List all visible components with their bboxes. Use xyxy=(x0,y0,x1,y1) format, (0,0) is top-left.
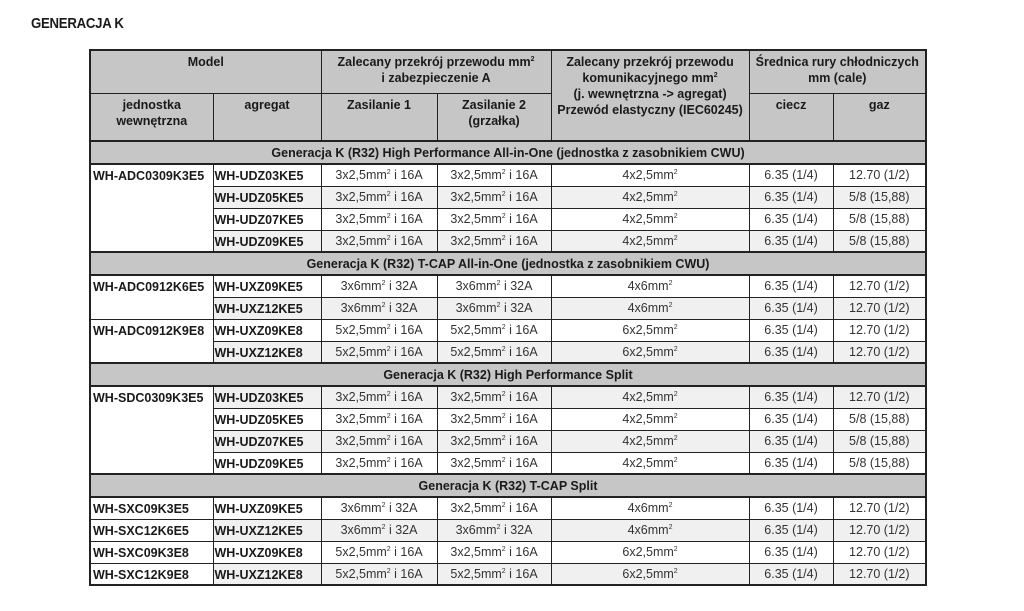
superscript: 2 xyxy=(673,456,678,464)
wire-size: 6x2,5mm xyxy=(622,545,674,559)
supply1-value xyxy=(321,430,437,452)
fuse-rating: i 16A xyxy=(505,390,538,405)
supply1-value xyxy=(321,319,437,341)
wire-size: 5x2,5mm xyxy=(450,566,502,581)
header-indoor-line2: wewnętrzna xyxy=(116,113,188,128)
supply1-value xyxy=(321,164,437,186)
wire-size: 4x2,5mm xyxy=(622,190,674,204)
header-power-wire-line2: i zabezpieczenie A xyxy=(381,71,491,85)
gas-pipe-value: 12.70 (1/2) xyxy=(833,319,926,341)
table-row xyxy=(90,497,926,519)
supply2-value xyxy=(437,563,551,585)
wire-size: 3x2,5mm xyxy=(450,390,502,405)
wire-size: 3x6mm xyxy=(455,523,497,537)
liquid-pipe-value: 6.35 (1/4) xyxy=(749,497,833,519)
supply1-value xyxy=(321,275,437,297)
comm-wire-value xyxy=(551,275,749,297)
superscript: 2 xyxy=(673,169,678,177)
supply2-value xyxy=(437,430,551,452)
liquid-pipe-value: 6.35 (1/4) xyxy=(749,341,833,363)
supply1-value xyxy=(321,230,437,252)
fuse-rating: i 16A xyxy=(505,212,538,226)
superscript: 2 xyxy=(501,567,506,575)
supply2-value xyxy=(437,275,551,297)
wire-size: 3x2,5mm xyxy=(450,434,502,448)
outdoor-unit-model: WH-UXZ09KE5 xyxy=(213,275,321,297)
superscript: 2 xyxy=(386,391,391,399)
supply1-value xyxy=(321,208,437,230)
gas-pipe-value: 5/8 (15,88) xyxy=(833,430,926,452)
header-indoor-unit xyxy=(90,93,213,141)
superscript: 2 xyxy=(501,169,506,177)
supply1-value xyxy=(321,541,437,563)
fuse-rating: i 16A xyxy=(505,412,538,426)
wire-size: 3x2,5mm xyxy=(335,190,387,204)
header-power-wire xyxy=(321,50,551,93)
superscript: 2 xyxy=(668,280,673,288)
header-model: Model xyxy=(90,50,321,93)
superscript: 2 xyxy=(386,324,391,331)
header-liquid: ciecz xyxy=(749,93,833,141)
outdoor-unit-model: WH-UDZ09KE5 xyxy=(213,230,321,252)
liquid-pipe-value: 6.35 (1/4) xyxy=(749,452,833,474)
document-title: GENERACJA K xyxy=(31,15,124,32)
section-header-row xyxy=(90,363,926,386)
header-supply-2 xyxy=(437,93,551,141)
superscript: 2 xyxy=(501,413,506,420)
header-pipe-line1: Średnica rury chłodniczych xyxy=(755,55,919,69)
wire-size: 4x2,5mm xyxy=(622,434,674,448)
table-row xyxy=(90,341,926,363)
section-title: Generacja K (R32) T-CAP Split xyxy=(90,474,926,497)
gas-pipe-value: 12.70 (1/2) xyxy=(833,341,926,363)
superscript: 2 xyxy=(673,546,678,553)
comm-wire-value xyxy=(551,541,749,563)
outdoor-unit-model: WH-UDZ05KE5 xyxy=(213,408,321,430)
superscript: 2 xyxy=(386,435,391,442)
wire-size: 5x2,5mm xyxy=(450,323,502,337)
superscript: 2 xyxy=(501,391,506,399)
superscript: 2 xyxy=(386,191,391,198)
outdoor-unit-model: WH-UXZ12KE8 xyxy=(213,341,321,363)
supply2-value xyxy=(437,541,551,563)
fuse-rating: i 32A xyxy=(385,279,418,294)
superscript: 2 xyxy=(496,302,501,309)
header-outdoor-unit: agregat xyxy=(213,93,321,141)
header-pipe-line2: mm (cale) xyxy=(808,71,867,85)
superscript: 2 xyxy=(386,345,391,353)
fuse-rating: i 16A xyxy=(505,545,538,559)
superscript: 2 xyxy=(386,169,391,177)
wire-size: 4x6mm xyxy=(627,279,669,294)
supply2-value xyxy=(437,319,551,341)
superscript: 2 xyxy=(501,345,506,353)
supply2-value xyxy=(437,386,551,408)
wire-size: 3x2,5mm xyxy=(335,212,387,226)
fuse-rating: i 16A xyxy=(505,344,538,359)
fuse-rating: i 16A xyxy=(505,323,538,337)
gas-pipe-value: 12.70 (1/2) xyxy=(833,297,926,319)
liquid-pipe-value: 6.35 (1/4) xyxy=(749,430,833,452)
outdoor-unit-model: WH-UXZ12KE5 xyxy=(213,519,321,541)
comm-wire-value xyxy=(551,430,749,452)
supply1-value xyxy=(321,497,437,519)
supply2-value xyxy=(437,208,551,230)
wire-size: 4x2,5mm xyxy=(622,412,674,426)
comm-wire-value xyxy=(551,341,749,363)
header-comm-wire-line2: komunikacyjnego mm xyxy=(582,71,714,85)
fuse-rating: i 16A xyxy=(390,212,423,226)
supply2-value xyxy=(437,186,551,208)
indoor-unit-model: WH-SDC0309K3E5 xyxy=(90,386,213,474)
supply2-value xyxy=(437,452,551,474)
superscript: 2 xyxy=(673,567,678,575)
supply1-value xyxy=(321,186,437,208)
section-title: Generacja K (R32) High Performance All-in-One (jednostka z zasobnikiem CWU) xyxy=(90,141,926,164)
outdoor-unit-model: WH-UDZ03KE5 xyxy=(213,386,321,408)
fuse-rating: i 16A xyxy=(505,434,538,448)
comm-wire-value xyxy=(551,186,749,208)
outdoor-unit-model: WH-UXZ12KE5 xyxy=(213,297,321,319)
liquid-pipe-value: 6.35 (1/4) xyxy=(749,319,833,341)
superscript: 2 xyxy=(381,502,386,510)
superscript: 2 xyxy=(386,546,391,553)
wire-size: 5x2,5mm xyxy=(450,344,502,359)
table-row xyxy=(90,164,926,186)
superscript: 2 xyxy=(496,524,501,531)
header-comm-wire-line3: (j. wewnętrzna -> agregat) xyxy=(573,87,727,101)
superscript: 2 xyxy=(673,435,678,442)
fuse-rating: i 16A xyxy=(390,434,423,448)
wire-size: 3x2,5mm xyxy=(335,434,387,448)
header-indoor-line1: jednostka xyxy=(122,97,181,112)
fuse-rating: i 16A xyxy=(390,455,423,470)
indoor-unit-model: WH-SXC09K3E8 xyxy=(90,541,213,563)
gas-pipe-value: 12.70 (1/2) xyxy=(833,519,926,541)
liquid-pipe-value: 6.35 (1/4) xyxy=(749,519,833,541)
liquid-pipe-value: 6.35 (1/4) xyxy=(749,408,833,430)
section-header-row xyxy=(90,474,926,497)
wiring-spec-table xyxy=(89,49,927,586)
outdoor-unit-model: WH-UXZ12KE8 xyxy=(213,563,321,585)
table-row xyxy=(90,208,926,230)
liquid-pipe-value: 6.35 (1/4) xyxy=(749,541,833,563)
gas-pipe-value: 12.70 (1/2) xyxy=(833,386,926,408)
superscript: 2 xyxy=(668,302,673,309)
fuse-rating: i 16A xyxy=(390,190,423,204)
table-row xyxy=(90,297,926,319)
comm-wire-value xyxy=(551,408,749,430)
supply1-value xyxy=(321,408,437,430)
wire-size: 3x2,5mm xyxy=(335,233,387,248)
wire-size: 4x6mm xyxy=(627,523,669,537)
superscript: 2 xyxy=(386,213,391,220)
outdoor-unit-model: WH-UDZ03KE5 xyxy=(213,164,321,186)
superscript: 2 xyxy=(713,72,718,79)
wire-size: 4x2,5mm xyxy=(622,233,674,248)
liquid-pipe-value: 6.35 (1/4) xyxy=(749,186,833,208)
wire-size: 4x6mm xyxy=(627,301,669,315)
table-row xyxy=(90,519,926,541)
header-supply-1: Zasilanie 1 xyxy=(321,93,437,141)
wire-size: 3x2,5mm xyxy=(450,412,502,426)
superscript: 2 xyxy=(381,524,386,531)
wire-size: 4x2,5mm xyxy=(622,390,674,405)
supply2-value xyxy=(437,497,551,519)
wire-size: 3x2,5mm xyxy=(450,233,502,248)
supply2-value xyxy=(437,519,551,541)
fuse-rating: i 16A xyxy=(390,390,423,405)
outdoor-unit-model: WH-UDZ09KE5 xyxy=(213,452,321,474)
gas-pipe-value: 5/8 (15,88) xyxy=(833,452,926,474)
superscript: 2 xyxy=(501,191,506,198)
header-comm-wire-line1: Zalecany przekrój przewodu xyxy=(566,55,734,69)
superscript: 2 xyxy=(673,324,678,331)
wire-size: 4x2,5mm xyxy=(622,455,674,470)
outdoor-unit-model: WH-UDZ07KE5 xyxy=(213,430,321,452)
gas-pipe-value: 5/8 (15,88) xyxy=(833,208,926,230)
header-power-wire-line1: Zalecany przekrój przewodu mm xyxy=(337,55,531,69)
outdoor-unit-model: WH-UXZ09KE8 xyxy=(213,319,321,341)
indoor-unit-model: WH-ADC0309K3E5 xyxy=(90,164,213,252)
superscript: 2 xyxy=(673,191,678,198)
table-row xyxy=(90,275,926,297)
comm-wire-value xyxy=(551,208,749,230)
superscript: 2 xyxy=(673,213,678,220)
gas-pipe-value: 5/8 (15,88) xyxy=(833,186,926,208)
header-pipe-diameter xyxy=(749,50,926,93)
comm-wire-value xyxy=(551,563,749,585)
supply1-value xyxy=(321,563,437,585)
fuse-rating: i 32A xyxy=(500,301,533,315)
superscript: 2 xyxy=(673,391,678,399)
fuse-rating: i 16A xyxy=(390,323,423,337)
comm-wire-value xyxy=(551,297,749,319)
wire-size: 3x6mm xyxy=(455,301,497,315)
comm-wire-value xyxy=(551,230,749,252)
gas-pipe-value: 5/8 (15,88) xyxy=(833,230,926,252)
wire-size: 3x2,5mm xyxy=(335,412,387,426)
indoor-unit-model: WH-SXC12K6E5 xyxy=(90,519,213,541)
outdoor-unit-model: WH-UXZ09KE8 xyxy=(213,541,321,563)
wire-size: 5x2,5mm xyxy=(335,344,387,359)
supply2-value xyxy=(437,297,551,319)
superscript: 2 xyxy=(386,234,391,242)
liquid-pipe-value: 6.35 (1/4) xyxy=(749,230,833,252)
wire-size: 3x6mm xyxy=(340,301,382,315)
wire-size: 3x2,5mm xyxy=(335,455,387,470)
comm-wire-value xyxy=(551,519,749,541)
gas-pipe-value: 12.70 (1/2) xyxy=(833,164,926,186)
gas-pipe-value: 12.70 (1/2) xyxy=(833,563,926,585)
superscript: 2 xyxy=(381,302,386,309)
superscript: 2 xyxy=(381,280,386,288)
gas-pipe-value: 5/8 (15,88) xyxy=(833,408,926,430)
wire-size: 3x2,5mm xyxy=(335,390,387,405)
supply2-value xyxy=(437,230,551,252)
wire-size: 6x2,5mm xyxy=(622,323,674,337)
supply1-value xyxy=(321,519,437,541)
fuse-rating: i 32A xyxy=(385,301,418,315)
liquid-pipe-value: 6.35 (1/4) xyxy=(749,275,833,297)
table-row xyxy=(90,430,926,452)
superscript: 2 xyxy=(386,413,391,420)
superscript: 2 xyxy=(668,524,673,531)
outdoor-unit-model: WH-UDZ07KE5 xyxy=(213,208,321,230)
fuse-rating: i 16A xyxy=(390,566,423,581)
indoor-unit-model: WH-ADC0912K6E5 xyxy=(90,275,213,319)
wire-size: 3x6mm xyxy=(340,501,382,516)
table-body xyxy=(90,141,926,585)
wire-size: 6x2,5mm xyxy=(622,344,674,359)
gas-pipe-value: 12.70 (1/2) xyxy=(833,497,926,519)
comm-wire-value xyxy=(551,452,749,474)
superscript: 2 xyxy=(673,234,678,242)
fuse-rating: i 16A xyxy=(505,190,538,204)
fuse-rating: i 16A xyxy=(390,545,423,559)
wire-size: 3x2,5mm xyxy=(450,545,502,559)
section-title: Generacja K (R32) T-CAP All-in-One (jednostka z zasobnikiem CWU) xyxy=(90,252,926,275)
section-title: Generacja K (R32) High Performance Split xyxy=(90,363,926,386)
table-row xyxy=(90,408,926,430)
liquid-pipe-value: 6.35 (1/4) xyxy=(749,208,833,230)
liquid-pipe-value: 6.35 (1/4) xyxy=(749,563,833,585)
wire-size: 3x6mm xyxy=(340,523,382,537)
supply2-value xyxy=(437,341,551,363)
superscript: 2 xyxy=(386,567,391,575)
wire-size: 3x6mm xyxy=(455,279,497,294)
supply1-value xyxy=(321,452,437,474)
fuse-rating: i 32A xyxy=(500,279,533,294)
fuse-rating: i 16A xyxy=(505,168,538,183)
wire-size: 3x2,5mm xyxy=(450,168,502,183)
gas-pipe-value: 12.70 (1/2) xyxy=(833,541,926,563)
indoor-unit-model: WH-ADC0912K9E8 xyxy=(90,319,213,363)
wire-size: 3x2,5mm xyxy=(450,190,502,204)
superscript: 2 xyxy=(501,213,506,220)
fuse-rating: i 16A xyxy=(505,455,538,470)
header-gas: gaz xyxy=(833,93,926,141)
superscript: 2 xyxy=(501,324,506,331)
liquid-pipe-value: 6.35 (1/4) xyxy=(749,386,833,408)
fuse-rating: i 16A xyxy=(505,233,538,248)
superscript: 2 xyxy=(530,56,535,63)
wire-size: 6x2,5mm xyxy=(622,566,674,581)
fuse-rating: i 32A xyxy=(385,501,418,516)
comm-wire-value xyxy=(551,319,749,341)
superscript: 2 xyxy=(501,502,506,510)
comm-wire-value xyxy=(551,164,749,186)
header-comm-wire xyxy=(551,50,749,141)
fuse-rating: i 16A xyxy=(390,412,423,426)
wire-size: 3x2,5mm xyxy=(450,501,502,516)
liquid-pipe-value: 6.35 (1/4) xyxy=(749,164,833,186)
outdoor-unit-model: WH-UDZ05KE5 xyxy=(213,186,321,208)
fuse-rating: i 16A xyxy=(505,501,538,516)
wire-size: 4x6mm xyxy=(627,501,669,516)
fuse-rating: i 16A xyxy=(505,566,538,581)
header-supply2-line2: (grzałka) xyxy=(468,113,520,128)
table-row xyxy=(90,563,926,585)
superscript: 2 xyxy=(673,345,678,353)
table-row xyxy=(90,319,926,341)
supply2-value xyxy=(437,164,551,186)
wire-size: 3x2,5mm xyxy=(450,455,502,470)
fuse-rating: i 32A xyxy=(500,523,533,537)
fuse-rating: i 16A xyxy=(390,344,423,359)
indoor-unit-model: WH-SXC09K3E5 xyxy=(90,497,213,519)
superscript: 2 xyxy=(501,234,506,242)
table-row xyxy=(90,541,926,563)
indoor-unit-model: WH-SXC12K9E8 xyxy=(90,563,213,585)
table-row xyxy=(90,386,926,408)
wire-size: 4x2,5mm xyxy=(622,168,674,183)
comm-wire-value xyxy=(551,386,749,408)
table-row xyxy=(90,186,926,208)
superscript: 2 xyxy=(386,456,391,464)
supply1-value xyxy=(321,297,437,319)
wire-size: 5x2,5mm xyxy=(335,545,387,559)
superscript: 2 xyxy=(496,280,501,288)
supply2-value xyxy=(437,408,551,430)
superscript: 2 xyxy=(501,435,506,442)
wire-size: 3x2,5mm xyxy=(335,168,387,183)
superscript: 2 xyxy=(673,413,678,420)
comm-wire-value xyxy=(551,497,749,519)
wire-size: 5x2,5mm xyxy=(335,566,387,581)
wire-size: 4x2,5mm xyxy=(622,212,674,226)
fuse-rating: i 16A xyxy=(390,168,423,183)
superscript: 2 xyxy=(501,546,506,553)
section-header-row xyxy=(90,141,926,164)
wire-size: 3x2,5mm xyxy=(450,212,502,226)
header-comm-wire-line4: Przewód elastyczny (IEC60245) xyxy=(557,103,743,117)
superscript: 2 xyxy=(668,502,673,510)
supply1-value xyxy=(321,341,437,363)
fuse-rating: i 16A xyxy=(390,233,423,248)
gas-pipe-value: 12.70 (1/2) xyxy=(833,275,926,297)
section-header-row xyxy=(90,252,926,275)
wire-size: 3x6mm xyxy=(340,279,382,294)
table-row xyxy=(90,230,926,252)
supply1-value xyxy=(321,386,437,408)
table-row xyxy=(90,452,926,474)
header-supply2-line1: Zasilanie 2 xyxy=(462,97,526,112)
superscript: 2 xyxy=(501,456,506,464)
wire-size: 5x2,5mm xyxy=(335,323,387,337)
outdoor-unit-model: WH-UXZ09KE5 xyxy=(213,497,321,519)
fuse-rating: i 32A xyxy=(385,523,418,537)
liquid-pipe-value: 6.35 (1/4) xyxy=(749,297,833,319)
